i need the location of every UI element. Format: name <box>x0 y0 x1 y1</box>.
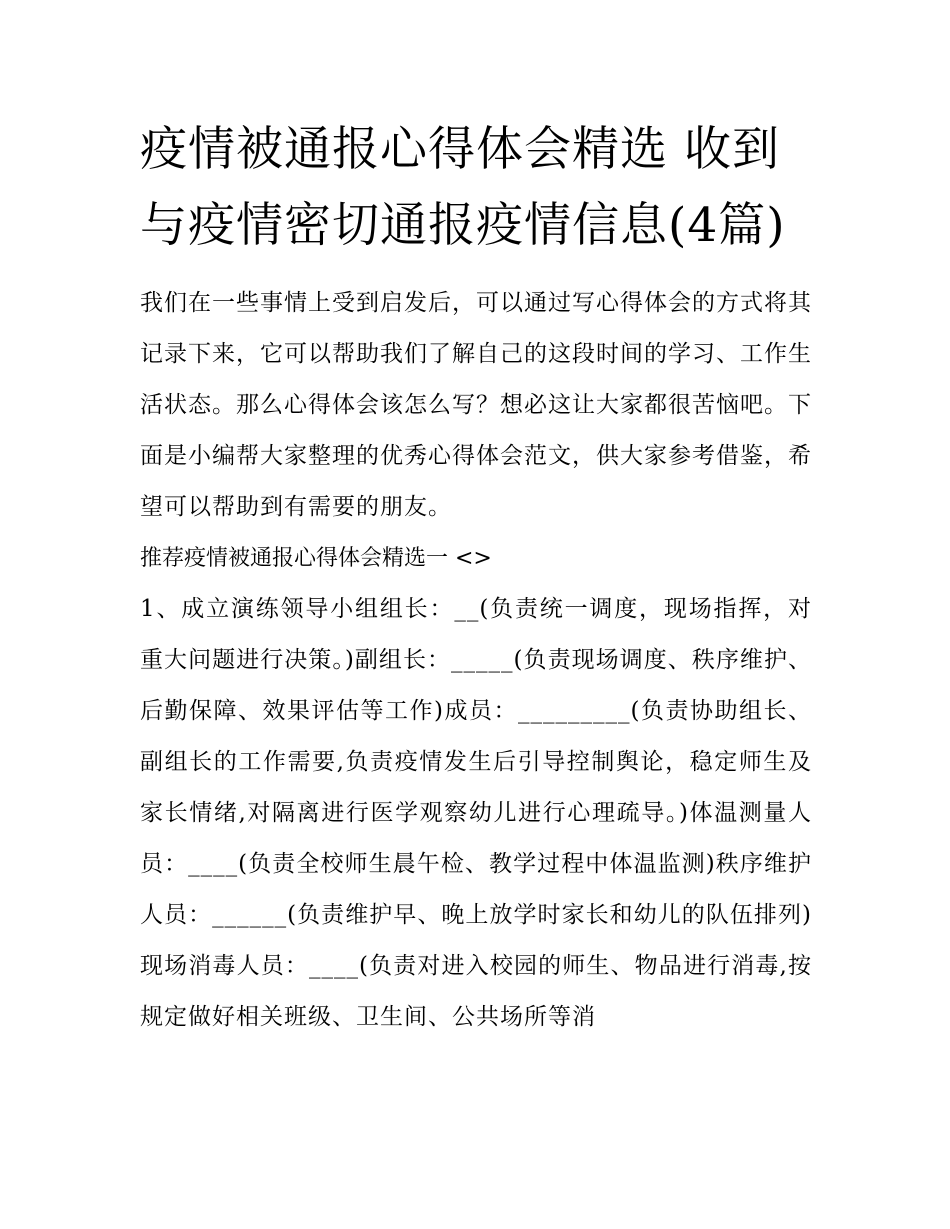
document-page <box>140 112 812 1043</box>
intro-paragraph: 我们在一些事情上受到启发后，可以通过写心得体会的方式将其记录下来，它可以帮助我们了解自己的这段时间的学习、工作生活状态。那么心得体会该怎么写？想必这让大家都很苦恼吧。下面是小编帮大家整理的优秀心得体会范文，供大家参考借鉴，希望可以帮助到有需要的朋友。 <box>140 290 812 520</box>
document-title: 疫情被通报心得体会精选 收到与疫情密切通报疫情信息(4篇) <box>140 122 786 253</box>
body-paragraph: 1、成立演练领导小组组长：__(负责统一调度，现场指挥，对重大问题进行决策。)副组长：_____(负责现场调度、秩序维护、后勤保障、效果评估等工作)成员：_________(负责协助组长、副组长的工作需要,负责疫情发生后引导控制舆论，稳定师生及家长情绪,对隔离进行医学观察幼儿进行心理疏导。)体温测量人员：____(负责全校师生晨午检、教学过程中体温监测)秩序维护人员：______(负责维护早、晚上放学时家长和幼儿的队伍排列)现场消毒人员：____(负责对进入校园的师生、物品进行消毒,按规定做好相关班级、卫生间、公共场所等消 <box>140 596 812 1030</box>
section-heading: 推荐疫情被通报心得体会精选一 <> <box>140 546 492 571</box>
